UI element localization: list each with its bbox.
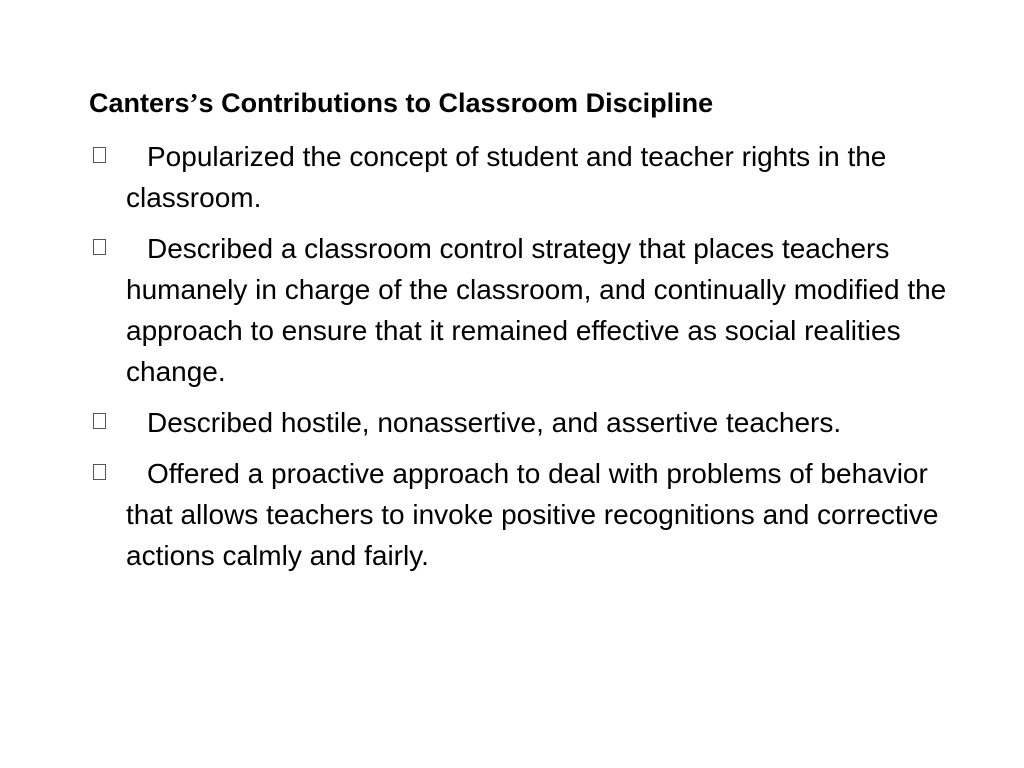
bullet-item: [89, 453, 949, 576]
bullet-text: Described hostile, nonassertive, and assertive teachers.: [147, 407, 842, 438]
slide-title-apostrophe: ’: [189, 88, 199, 118]
bullet-text: Offered a proactive approach to deal with problems of behavior that allows teachers to invoke positive recognitions and corrective actions calmly and fairly.: [126, 458, 939, 571]
square-bullet-icon: [93, 147, 106, 163]
slide-title-end: s Contributions to Classroom Discipline: [198, 88, 714, 118]
square-bullet-icon: [93, 464, 106, 480]
bullet-text: Described a classroom control strategy that places teachers humanely in charge of the classroom, and continually modified the approach to ensure that it remained effective as social realities change.: [126, 233, 947, 387]
slide-title: [89, 84, 969, 122]
bullet-text: Popularized the concept of student and teacher rights in the classroom.: [126, 141, 887, 213]
bullet-list: [89, 136, 949, 586]
bullet-item: [89, 136, 949, 218]
bullet-item: [89, 228, 949, 392]
square-bullet-icon: [93, 239, 106, 255]
bullet-item: [89, 402, 949, 443]
slide-title-start: Canters: [89, 88, 190, 118]
square-bullet-icon: [93, 413, 106, 429]
